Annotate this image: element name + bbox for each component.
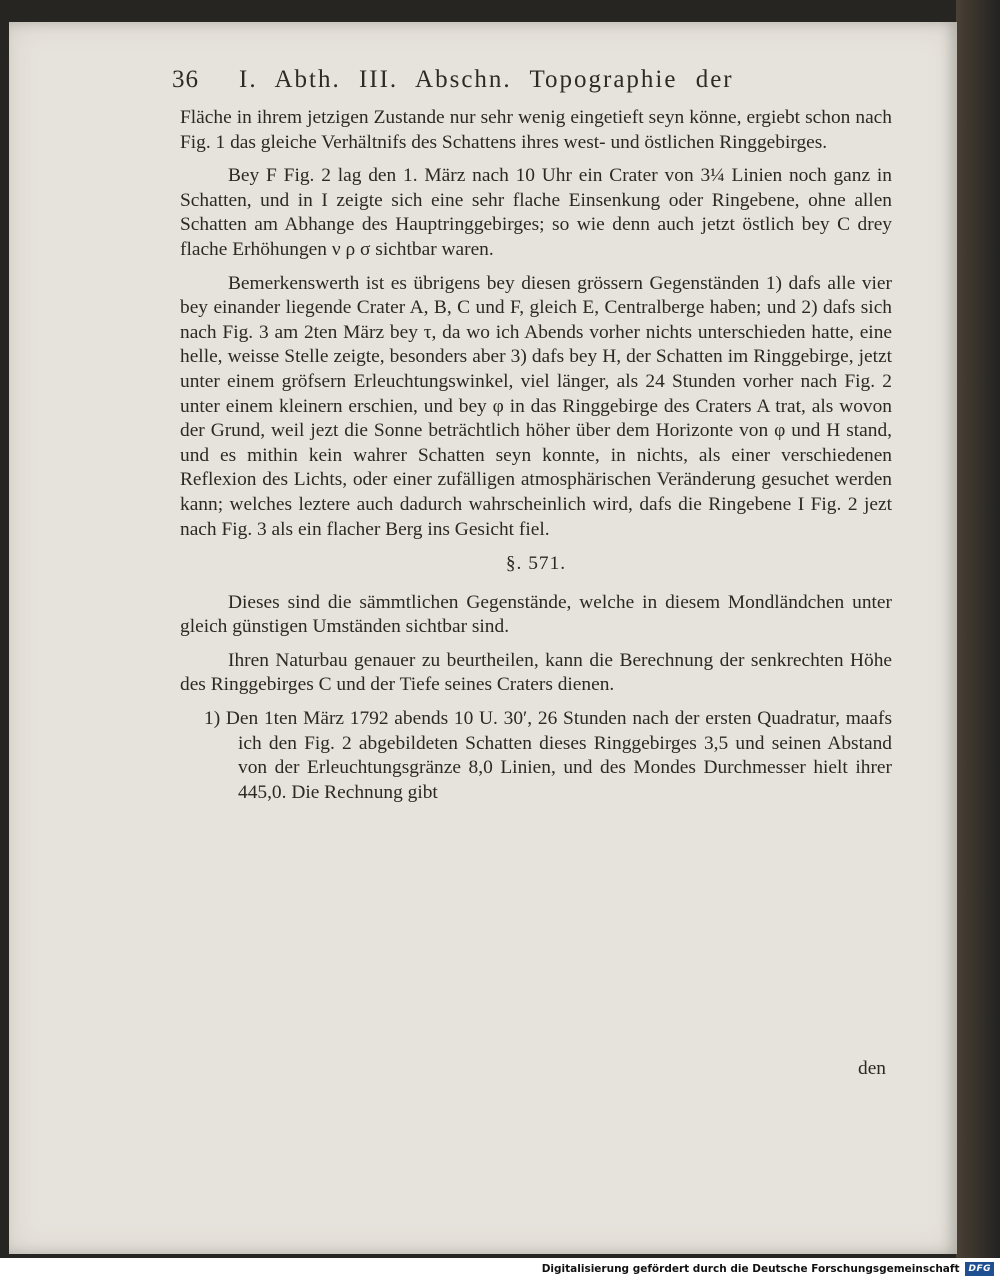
paragraph: Bey F Fig. 2 lag den 1. März nach 10 Uhr ein Crater von 3¼ Linien noch ganz in Schatten, und in I zeigte sich eine sehr flache Einsenkung oder Ringebene, ohne allen Schatten am Abhange des Hauptringgebirges; so wie denn auch jetzt östlich bey C drey flache Erhöhungen ν ρ σ sichtbar waren. <box>180 165 892 260</box>
paragraph: Bemerkenswerth ist es übrigens bey diesen grössern Gegenständen 1) dafs alle vier bey einander liegende Crater A, B, C und F, gleich E, Centralberge haben; und 2) dafs sich nach Fig. 3 am 2ten März bey τ, da wo ich Abends vorher nichts unterschieden hatte, eine helle, weisse Stelle zeigte, besonders aber 3) dafs bey H, der Schatten im Ringgebirge, jetzt unter einem gröfsern Erleuchtungswinkel, viel länger, als 24 Stunden vorher nach Fig. 2 unter einem kleinern erschien, und bey φ in das Ringgebirge des Craters A trat, als wovon der Grund, weil jezt die Sonne beträchtlich höher über dem Horizonte von φ und H stand, und es mithin kein wahrer Schatten seyn konnte, in nichts, als einer verschiedenen Reflexion des Lichts, oder einer zufälligen atmosphärischen Veränderung gesuchet werden kann; welches leztere auch dadurch wahrscheinlich wird, dafs die Ringebene I Fig. 2 jezt nach Fig. 3 als ein flacher Berg ins Gesicht fiel. <box>180 272 892 540</box>
page-number: 36 <box>172 66 199 93</box>
running-header <box>172 66 792 102</box>
digitization-footer <box>0 1258 1000 1280</box>
numbered-item: 1) Den 1ten März 1792 abends 10 U. 30′, 26 Stunden nach der ersten Quadratur, maafs ich den Fig. 2 abgebildeten Schatten dieses Ringgebirges 3,5 und seinen Abstand von der Erleuchtungsgränze 8,0 Linien, und des Mondes Durchmesser hielt ihrer 445,0. Die Rechnung gibt <box>204 708 892 803</box>
dfg-logo-icon: DFG <box>965 1262 994 1276</box>
catchword: den <box>858 1058 886 1079</box>
paragraph: Dieses sind die sämmtlichen Gegenstände, welche in diesem Mondländchen unter gleich günstigen Umständen sichtbar sind. <box>180 591 892 638</box>
footer-credit: Digitalisierung gefördert durch die Deutsche Forschungsgemeinschaft <box>541 1263 960 1275</box>
book-spine-edge <box>956 0 1000 1258</box>
paragraph: Ihren Naturbau genauer zu beurtheilen, kann die Berechnung der senkrechten Höhe des Ringgebirges C und der Tiefe seines Craters dienen. <box>180 649 892 696</box>
section-heading: §. 571. <box>505 553 567 575</box>
body-text <box>180 106 892 814</box>
running-title: I. Abth. III. Abschn. Topographie der <box>239 66 734 93</box>
paragraph-continuation: Fläche in ihrem jetzigen Zustande nur sehr wenig eingetieft seyn könne, ergiebt schon nach Fig. 1 das gleiche Verhältnifs des Schattens ihres west- und östlichen Ringgebirges. <box>180 107 892 153</box>
